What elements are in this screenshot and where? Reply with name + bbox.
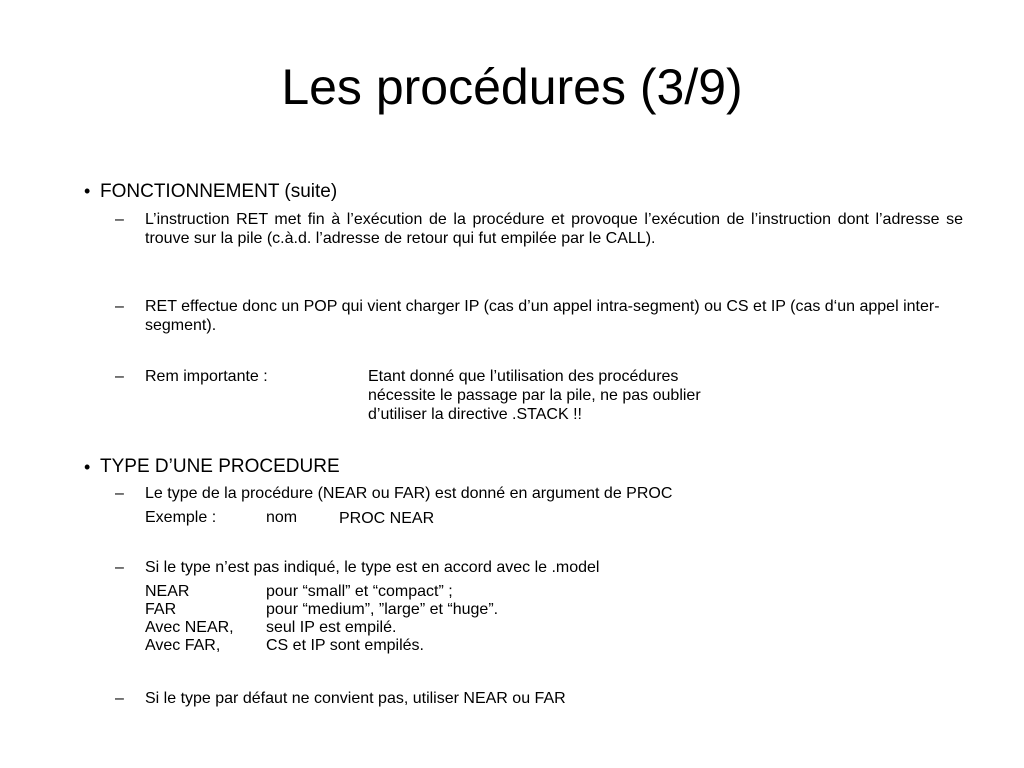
model-right-column xyxy=(266,583,498,655)
model-row-right: CS et IP sont empilés. xyxy=(266,637,424,654)
model-row-right: seul IP est empilé. xyxy=(266,619,397,636)
rem-line: Etant donné que l’utilisation des procédures xyxy=(368,368,679,385)
model-row-left: Avec NEAR, xyxy=(145,619,234,636)
item-rem-text xyxy=(368,367,701,424)
rem-line: d’utiliser la directive .STACK !! xyxy=(368,406,582,423)
item-ret-instruction: L’instruction RET met fin à l’exécution de la procédure et provoque l’exécution de l’instruction dont l’adresse se trouve sur la pile (c.à.d. l’adresse de retour qui fut empilée par le CALL). xyxy=(145,211,963,247)
bullet-icon: • xyxy=(84,181,91,201)
model-left-column xyxy=(145,583,234,655)
rem-line: nécessite le passage par la pile, ne pas oublier xyxy=(368,387,701,404)
model-row-left: NEAR xyxy=(145,583,190,600)
item-type-argument: Le type de la procédure (NEAR ou FAR) est donné en argument de PROC xyxy=(145,485,673,502)
example-code: PROC NEAR xyxy=(339,510,435,527)
bullet-icon: • xyxy=(84,457,91,477)
dash-icon: – xyxy=(115,559,124,576)
section-heading-type: TYPE D’UNE PROCEDURE xyxy=(100,456,340,477)
slide-title: Les procédures (3/9) xyxy=(281,59,743,115)
section-heading-fonctionnement: FONCTIONNEMENT (suite) xyxy=(100,181,338,202)
dash-icon: – xyxy=(115,298,124,315)
model-row-left: FAR xyxy=(145,601,177,618)
dash-icon: – xyxy=(115,690,124,707)
dash-icon: – xyxy=(115,485,124,502)
item-default-type: Si le type par défaut ne convient pas, utiliser NEAR ou FAR xyxy=(145,690,566,707)
example-label: Exemple : xyxy=(145,509,217,526)
dash-icon: – xyxy=(115,211,124,228)
example-name: nom xyxy=(266,509,298,526)
item-type-model: Si le type n’est pas indiqué, le type est en accord avec le .model xyxy=(145,559,600,576)
item-ret-pop: RET effectue donc un POP qui vient charger IP (cas d’un appel intra-segment) ou CS et IP (cas d‘un appel inter-segment). xyxy=(145,298,940,334)
item-rem-label: Rem importante : xyxy=(145,368,268,385)
model-row-right: pour “medium”, ”large” et “huge”. xyxy=(266,601,499,618)
model-row-right: pour “small” et “compact” ; xyxy=(266,583,453,600)
model-row-left: Avec FAR, xyxy=(145,637,221,654)
dash-icon: – xyxy=(115,368,124,385)
